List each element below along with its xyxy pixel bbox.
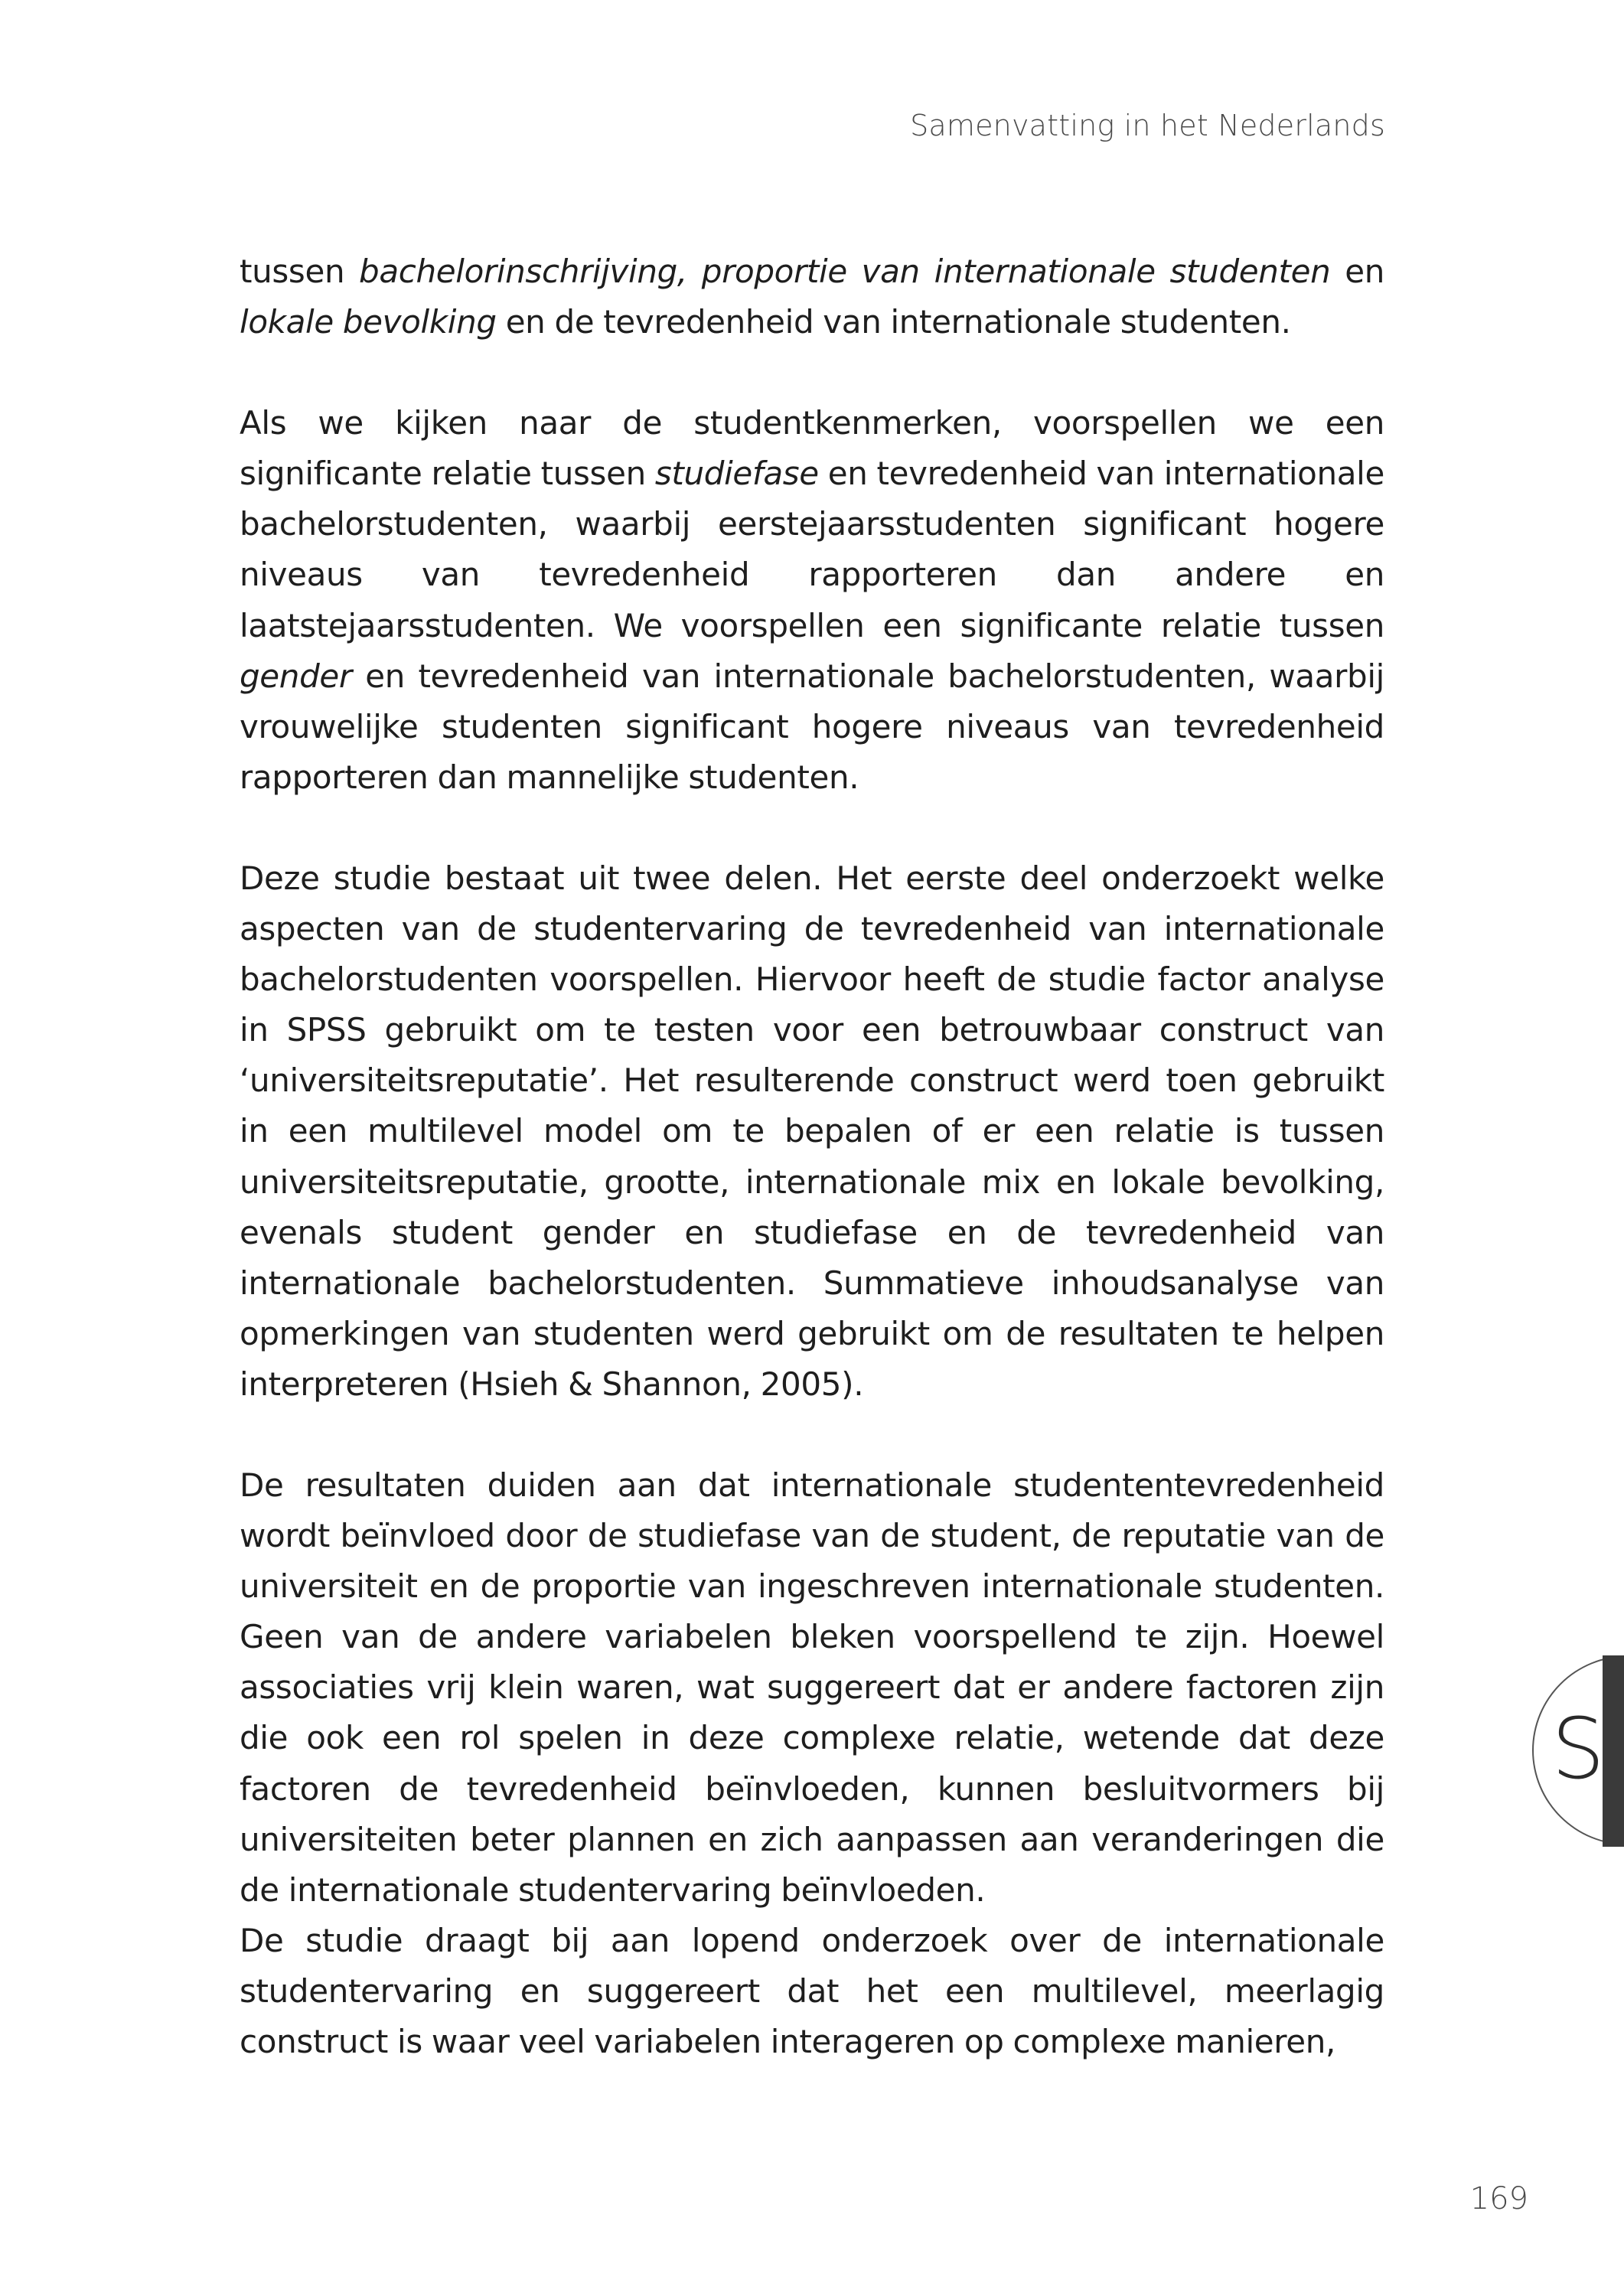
paragraph-1-emphasis-1: bachelorinschrijving, proportie van internationale studenten xyxy=(359,253,1331,290)
paragraph-3: Deze studie bestaat uit twee delen. Het eerste deel onderzoekt welke aspecten van de studentervaring de tevredenheid van internationale bachelorstudenten voorspellen. Hiervoor heeft de studie factor analyse in SPSS gebruikt om te testen voor een betrouwbaar construct van ‘universiteitsreputatie’. Het resulterende construct werd toen gebruikt in een multilevel model om te bepalen of er een relatie is tussen universiteitsreputatie, grootte, internationale mix en lokale bevolking, evenals student gender en studiefase en de tevredenheid van internationale bachelorstudenten. Summatieve inhoudsanalyse van opmerkingen van studenten werd gebruikt om de resultaten te helpen interpreteren (Hsieh & Shannon, 2005). xyxy=(240,859,1384,1403)
paragraph-2-text-2: en tevredenheid van internationale bachelorstudenten, waarbij eerstejaarsstudenten significant hogere niveaus van tevredenheid rapporteren dan andere en laatstejaarsstudenten. We voorspellen een significante relatie tussen xyxy=(240,455,1384,644)
page-number: 169 xyxy=(1469,2181,1528,2216)
paragraph-1-text-1: tussen xyxy=(240,253,360,290)
paragraph-1-emphasis-2: lokale bevolking xyxy=(240,303,497,341)
running-header: Samenvatting in het Nederlands xyxy=(910,109,1385,142)
paragraph-2-emphasis-1: studiefase xyxy=(654,455,819,493)
paragraph-1-text-2: en xyxy=(1330,253,1384,290)
paragraph-2 xyxy=(240,398,1384,803)
section-tab-letter: S xyxy=(1551,1700,1605,1798)
body-text xyxy=(240,246,1384,2067)
paragraph-2-text-3: en tevredenheid van internationale bachelorstudenten, waarbij vrouwelijke studenten significant hogere niveaus van tevredenheid rapporteren dan mannelijke studenten. xyxy=(240,657,1384,796)
paragraph-2-text-1: Als we kijken naar de studentkenmerken, voorspellen we een significante relatie tussen xyxy=(240,404,1384,493)
paragraph-1 xyxy=(240,246,1384,347)
paragraph-2-emphasis-2: gender xyxy=(240,657,352,695)
section-tab xyxy=(1525,1655,1624,1847)
paragraph-5: De studie draagt bij aan lopend onderzoek over de internationale studentervaring en suggereert dat het een multilevel, meerlagig construct is waar veel variabelen interageren op complexe manieren, xyxy=(240,1921,1384,2060)
paragraph-4: De resultaten duiden aan dat internationale studententevredenheid wordt beïnvloed door de studiefase van de student, de reputatie van de universiteit en de proportie van ingeschreven internationale studenten. Geen van de andere variabelen bleken voorspellend te zijn. Hoewel associaties vrij klein waren, wat suggereert dat er andere factoren zijn die ook een rol spelen in deze complexe relatie, wetende dat deze factoren de tevredenheid beïnvloeden, kunnen besluitvormers bij universiteiten beter plannen en zich aanpassen aan veranderingen die de internationale studentervaring beïnvloeden. xyxy=(240,1466,1384,1909)
paragraph-1-text-3: en de tevredenheid van internationale studenten. xyxy=(496,303,1291,341)
